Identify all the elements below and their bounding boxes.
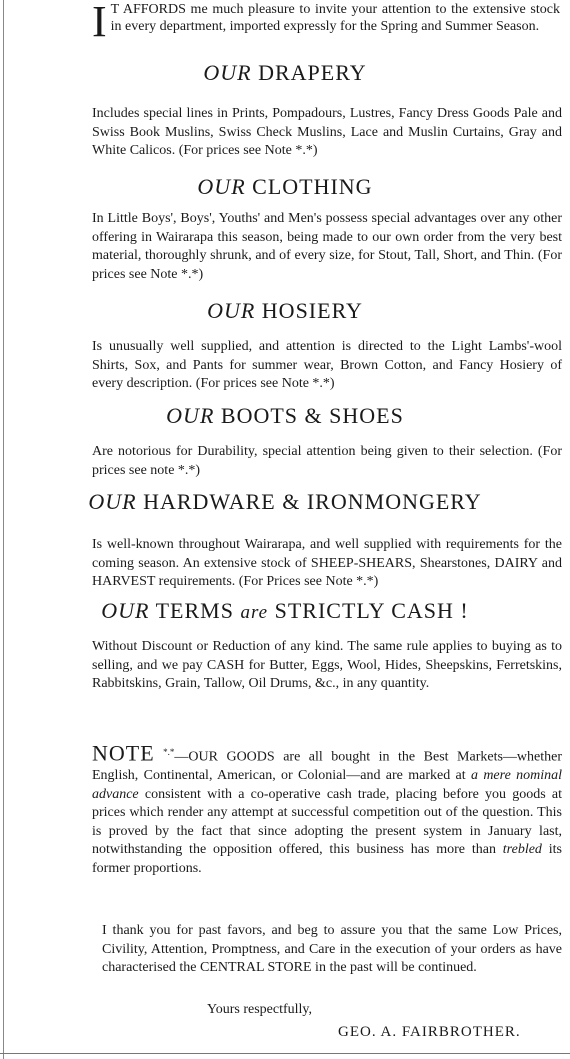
- heading-drapery: [0, 60, 570, 86]
- heading-title-a: TERMS: [155, 598, 234, 623]
- signoff: Yours respectfully,: [207, 1002, 312, 1017]
- drop-cap: I: [92, 0, 107, 46]
- heading-title-b: STRICTLY CASH !: [274, 598, 469, 623]
- note-heading: NOTE: [92, 740, 155, 766]
- closing-paragraph: I thank you for past favors, and beg to assure you that the same Low Prices, Civility, Attention, Promptness, and Care in the execution of your orders as have characterised the CENTRAL STORE in the past will be continued.: [102, 923, 562, 975]
- heading-title: HOSIERY: [261, 298, 363, 323]
- heading-title: CLOTHING: [252, 174, 373, 199]
- note-text-3: its former proportions.: [92, 842, 562, 876]
- page-left-rule: [3, 0, 4, 1059]
- heading-our: OUR: [88, 489, 137, 514]
- note-mere-nominal: a mere nominal advance: [92, 768, 563, 802]
- boots-shoes-text: Are notorious for Durability, special attention being given to their selection. (For prices see note *.*): [92, 444, 562, 478]
- hardware-text: Is well-known throughout Wairarapa, and well supplied with requirements for the coming season. An extensive stock of SHEEP-SHEARS, Shearstones, DAIRY and HARVEST requirements. (For Prices see Note *.*): [92, 537, 562, 589]
- heading-title: DRAPERY: [258, 60, 367, 85]
- heading-boots-shoes: [0, 403, 570, 429]
- heading-our: OUR: [101, 598, 150, 623]
- note-text-2: consistent with a co-operative cash trade, placing before you goods at prices which render any attempt at successful competition out of the question. This is proved by the fact that since adopting the present system in January last, notwithstanding the opposition offered, this business has more than: [92, 786, 562, 858]
- signature: GEO. A. FAIRBROTHER.: [338, 1024, 521, 1040]
- heading-clothing: [0, 174, 570, 200]
- intro-text: T AFFORDS me much pleasure to invite your attention to the extensive stock in every department, imported expressly for the Spring and Summer Season.: [110, 2, 560, 34]
- intro-paragraph: [92, 0, 560, 46]
- clothing-text: In Little Boys', Boys', Youths' and Men's possess special advantages over any other offering in Wairarapa this season, being made to our own order from the very best material, thoroughly shrunk, and of every size, for Stout, Tall, Short, and Thin. (For prices see Note *.*): [92, 211, 562, 282]
- heading-our: OUR: [197, 174, 246, 199]
- terms-text: Without Discount or Reduction of any kind. The same rule applies to buying as to selling, and we pay CASH for Butter, Eggs, Wool, Hides, Sheepskins, Ferretskins, Rabbitskins, Grain, Tallow, Oil Drums, &c., in any quantity.: [92, 639, 562, 691]
- heading-title: BOOTS & SHOES: [220, 403, 404, 428]
- note-text-1: —OUR GOODS are all bought in the Best Markets—whether English, Continental, American, or Colonial—and are marked at: [92, 749, 562, 784]
- note-asterism: *.*: [163, 747, 175, 757]
- heading-hosiery: [0, 298, 570, 324]
- heading-terms: [0, 598, 570, 624]
- heading-our: OUR: [207, 298, 256, 323]
- note-trebled: trebled: [502, 842, 542, 858]
- hosiery-text: Is unusually well supplied, and attention is directed to the Light Lambs'-wool Shirts, Sox, and Pants for summer wear, Brown Cotton, and Fancy Hosiery of every description. (For prices see Note *.*): [92, 339, 562, 391]
- heading-our: OUR: [166, 403, 215, 428]
- heading-title: HARDWARE & IRONMONGERY: [143, 489, 482, 514]
- page-bottom-rule: [0, 1053, 570, 1054]
- heading-are: are: [240, 602, 269, 623]
- heading-hardware: [0, 489, 570, 515]
- note-paragraph: [92, 740, 563, 878]
- drapery-text: Includes special lines in Prints, Pompadours, Lustres, Fancy Dress Goods Pale and Swiss Book Muslins, Swiss Check Muslins, Lace and Muslin Curtains, Gray and White Calicos. (For prices see Note *.*): [92, 106, 562, 158]
- heading-our: OUR: [203, 60, 252, 85]
